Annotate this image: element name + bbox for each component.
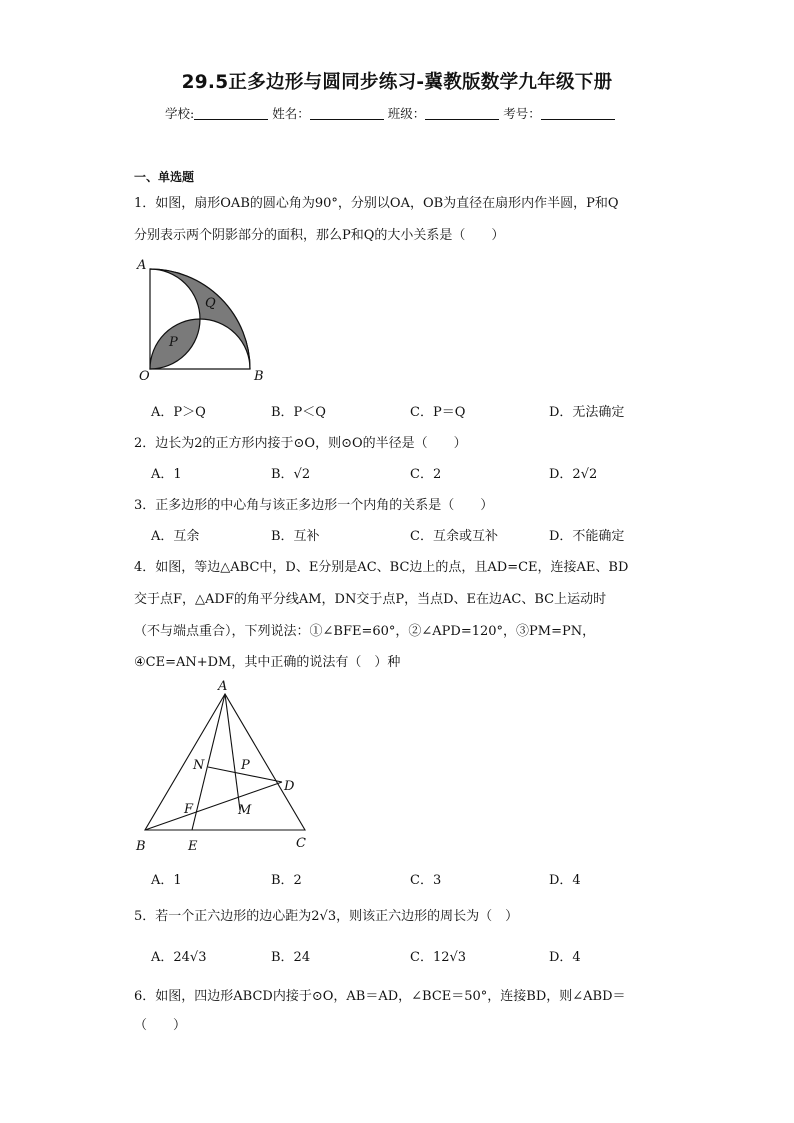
label-e: E <box>188 839 198 854</box>
q4-option-b: B．2 <box>271 873 302 888</box>
question-1-figure <box>130 255 270 385</box>
question-4-line-4: ④CE=AN+DM，其中正确的说法有（ ）种 <box>134 655 401 670</box>
q1-option-b: B．P＜Q <box>271 405 326 420</box>
class-label: 班级： <box>387 106 426 121</box>
class-blank <box>425 107 499 120</box>
label-b: B <box>254 369 264 384</box>
q3-option-b: B．互补 <box>271 529 320 544</box>
question-6-line-1: 6．如图，四边形ABCD内接于⊙O，AB＝AD，∠BCE＝50°，连接BD，则∠ABD＝ <box>134 989 626 1004</box>
label-o: O <box>139 369 150 384</box>
segment-bd <box>145 782 282 830</box>
label-n: N <box>193 758 205 773</box>
exam-number-blank <box>541 107 615 120</box>
label-m: M <box>238 803 252 818</box>
question-1-line-2: 分别表示两个阴影部分的面积，那么P和Q的大小关系是（ ） <box>134 228 505 243</box>
label-d: D <box>284 779 295 794</box>
school-blank <box>194 107 268 120</box>
question-6-line-2: （ ） <box>134 1018 187 1033</box>
segment-am <box>225 694 240 810</box>
label-q: Q <box>205 296 216 311</box>
name-blank <box>310 107 384 120</box>
q1-option-a: A．P＞Q <box>151 405 206 420</box>
q3-option-c: C．互余或互补 <box>410 529 498 544</box>
label-c: C <box>296 836 306 851</box>
q5-option-d: D．4 <box>549 950 581 965</box>
school-label: 学校: <box>165 106 195 121</box>
q5-option-c: C．12√3 <box>410 950 467 965</box>
q2-option-c: C．2 <box>410 467 442 482</box>
exam-number-label: 考号： <box>503 106 541 121</box>
question-4-figure <box>130 672 320 857</box>
question-3-line-1: 3．正多边形的中心角与该正多边形一个内角的关系是（ ） <box>134 498 494 513</box>
q4-option-d: D．4 <box>549 873 581 888</box>
triangle-abc <box>145 694 305 830</box>
q3-option-d: D．不能确定 <box>549 529 625 544</box>
question-1-line-1: 1．如图，扇形OAB的圆心角为90°，分别以OA，OB为直径在扇形内作半圆，P和Q <box>134 196 619 211</box>
label-p: P <box>241 758 250 773</box>
q5-option-a: A．24√3 <box>151 950 207 965</box>
question-4-line-2: 交于点F，△ADF的角平分线AM，DN交于点P，当点D、E在边AC、BC上运动时 <box>134 592 607 607</box>
q4-option-a: A．1 <box>151 873 182 888</box>
q2-option-a: A．1 <box>151 467 182 482</box>
question-2-line-1: 2．边长为2的正方形内接于⊙O，则⊙O的半径是（ ） <box>134 436 467 451</box>
section-heading: 一、单选题 <box>134 170 195 184</box>
page-title: 29.5正多边形与圆同步练习-冀教版数学九年级下册 <box>181 72 613 93</box>
question-4-line-3: （不与端点重合），下列说法：①∠BFE=60°，②∠APD=120°，③PM=PN， <box>134 624 596 639</box>
q2-option-d: D．2√2 <box>549 467 598 482</box>
q3-option-a: A．互余 <box>151 529 200 544</box>
name-label: 姓名： <box>272 106 310 121</box>
question-5-line-1: 5．若一个正六边形的边心距为2√3，则该正六边形的周长为（ ） <box>134 909 519 924</box>
q1-option-d: D．无法确定 <box>549 405 625 420</box>
q4-option-c: C．3 <box>410 873 442 888</box>
label-f: F <box>184 802 194 817</box>
q5-option-b: B．24 <box>271 950 311 965</box>
label-p: P <box>169 335 178 350</box>
label-a: A <box>137 258 147 273</box>
label-a: A <box>218 679 228 694</box>
student-info-row <box>165 104 615 122</box>
label-b: B <box>136 839 146 854</box>
q2-option-b: B．√2 <box>271 467 311 482</box>
question-4-line-1: 4．如图，等边△ABC中，D、E分别是AC、BC边上的点，且AD=CE，连接AE、BD <box>134 560 629 575</box>
q1-option-c: C．P＝Q <box>410 405 466 420</box>
